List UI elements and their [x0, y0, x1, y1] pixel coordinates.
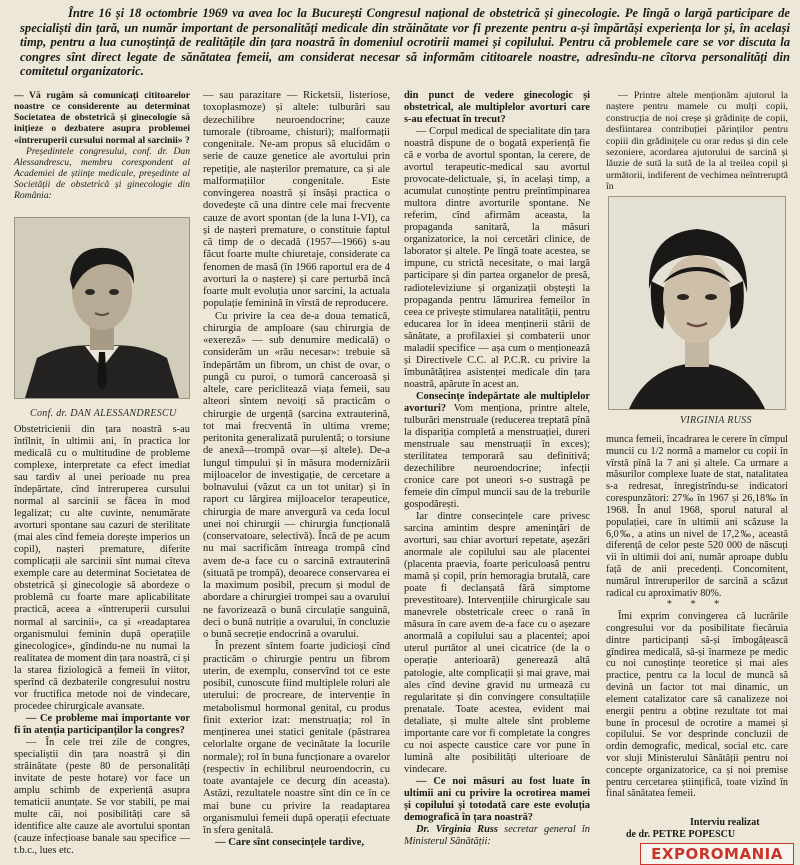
photo-1-caption: Conf. dr. DAN ALESSANDRESCU — [30, 408, 177, 419]
question-3-start: — Care sînt consecințele tardive, — [215, 837, 364, 849]
column-2 — [203, 90, 390, 850]
column-1-top — [14, 90, 190, 202]
answer-2: — În cele trei zile de congres, specialiștii din țara noastră și din străinătate (peste 80 de personalități invitate de peste hotare) vor face un amplu schimb de experiență asupra tematicii anunțate. Se vor stabili, pe mai multe căi, noi posibilități care să identifice alte cauze ale avortului spontan (cauze infecțioase banale sau specifice — t.b.c., lues etc. — [14, 736, 190, 857]
interview-credit-name: de dr. PETRE POPESCU — [626, 829, 736, 840]
surgery-paragraph: Cu privire la cea de-a doua tematică, chirurgia de amploare (sau chirurgia de «exereză» — sub denumire medicală) o considerăm un «rău necesar»: trebuie să îndepărtăm un fibrom, un chist de ovar, o pungă cu puroi, o tumoră canceroasă și altele, care periclitează viața femeii, sau alteori sîntem nevoiți să practicăm o chirurgie de urgență (sarcina extrauterină, tot mai frecventă în ultima vreme; peritonita generalizată purulentă; o torsiune de anexă—trompă ovar—și altele). De-a lungul timpului și în măsura modernizării mijloacelor de investigație, de cercetare a bolnavului (văzut ca un tot unitar) și în raport cu lărgirea mijloacelor terapeutice, chirurgia de mare anvergură va ceda locul unei noi chirurgii — chirurgia funcțională (conservatoare, selectivă). Încă de pe acum nu mai sacrificăm întreaga trompă cînd avem de-a face cu o sarcină extrauterină (situată pe trompă), deoarece conservarea ei la maximum posibil, precum și modul de abordare a chirurgiei trompei sau a ovarului ne favorizează o bună circulație sanguină, deci o bună nutriție a ovarului, în concluzie o bună secreție endocrină a ovarului. — [203, 310, 390, 640]
answer-2-continued: — sau parazitare — Ricketsii, listeriose, toxoplasmoze) și altele: tulburări sau dezechilibre neuroendocrine; cauze tumorale (tibroame, chisturi); malformații congenitale. Ne-am propus să elucidăm o serie de cauze genetice ale avortului prin repetiție, ale nașterilor premature, ca și ale malformațiilor congenitale. Este convingerea noastră și însăși practica o dovedește că una dintre cele mai frecvente cauze de avort spontan (de la luna I-VI), ca și de nașteri premature, o constituie faptul că timp de o decadă (1957—1966) s-au făcut foarte multe chiuretaje, considerate ca fenomen de masă (în 1966 raportul era de 4 avorturi la o naștere) și care perturbă încă foarte mult evoluția unor sarcini, la actuala populație feminină în vîrstă de reproducere. — [203, 90, 390, 310]
column-4-top — [606, 90, 788, 192]
portrait-alessandrescu — [14, 217, 190, 399]
answer-4: — Printre altele menționăm ajutorul la naștere pentru mamele cu mulți copii, construcția de noi creșe și grădinițe de copii, desfiintarea contribuției părinților pentru copiii din grădinițele cu orar redus și din cele sezoniere, acordarea ajutorului de sarcină și lăuzie de sută la sută de la al treilea copil și următorii, indiferent de vechimea neîntreruptă în — [606, 90, 788, 192]
question-2: — Ce probleme mai importante vor fi în atenția participanților la congres? — [14, 712, 190, 736]
consequences-text: Vom menționa, printre altele, tulburări menstruale (reducerea treptată pînă la dispariția completă a menstruației, dureri menstruale sau menstruații în exces); sterilitatea temporară sau definitivă; dezechilibre neuroendocrine; infecții cronice care pot uneori s-o sustragă pe femeie din cîmpul muncii sau de la treburile gospodărești. — [404, 402, 590, 511]
question-4: — Ce noi măsuri au fost luate în ultimii ani cu privire la ocrotirea mamei și copilului și totodată care este evoluția demografică în țara noastră? — [404, 775, 590, 823]
question-1: — Vă rugăm să comunicați cititoarelor noastre ce considerente au determinat Societatea de obstetrică și ginecologie să inițieze o dezbatere asupra problemei «întreruperii cursului normal al sarcinii» ? — [14, 90, 190, 146]
subheading-consequences: Consecințe îndepărtate ale multiplelor avorturi? — [404, 390, 590, 414]
watermark-logo: EXPOROMANIA — [640, 843, 794, 865]
presenter-intro: Președintele congresului, conf. dr. Dan Alessandrescu, membru corespondent al Academiei de științe medicale, președinte al Societății de obstetrică și ginecologie din România: — [14, 145, 190, 202]
column-3 — [404, 90, 590, 848]
answer-1: Obstetricienii din țara noastră s-au întîlnit, în ultimii ani, în practica lor medicală cu o multitudine de probleme complexe, interpretate ca efect imediat sau tardiv al unei perioade nu prea îndepărtate, cînd întreruperea cursului normal al sarcinii se făcea în mod legalizat; cu alte cuvinte, nenumărate avorturi spontane sau cazuri de sterilitate (mai ales cînd femeia dorește imperios un copil), nașteri premature, diferite complicații ale sarcinii sînt numai cîteva exemple care au determinat Societatea de obstetrică și ginecologie să abordeze o problemă cu foarte mare aplicabilitate practică, aceea a «întreruperii cursului normal al sarcinii», ca și «readaptarea organismului feminin după operațiile ginecologice», gîndindu-ne nu numai la realitatea de moment din țara noastră, ci și la starea fiziologică a femeii în viitor, sperînd că dezbaterile congresului nostru vor fructifica metode noi de vindecare, procedee chirurgicale avansate. — [14, 424, 190, 712]
woman-portrait-icon — [609, 197, 785, 409]
closing-paragraph: Îmi exprim convingerea că lucrările congresului vor da posibilitate fiecăruia dintre participanți să-și îmbogățească gîndirea medicală, să-și înarmeze pe medic cu noi cunoștințe teoretice și mai ales practice, pentru ca la locul de muncă să devină un factor tot mai dinamic, un element catalizator care să canalizeze noi energii pentru a obține rezultate tot mai bune în procesul de ocrotire a mamei și copilului. Se vor desprinde concluzii de ordin demografic, medical, social etc. care vor sluji Ministerului Sănătății pentru noi concepte organizatorice, ca și noi premise pentru cercetarea științifică, toate vizînd în final sănătatea femeii. — [606, 611, 788, 800]
present-paragraph: În prezent sîntem foarte judicioși cînd practicăm o chirurgie pentru un fibrom uterin, de exemplu, conservînd tot ce este posibil, cunoscute fiind multiplele roluri ale uterului: de procreare, de intervenție în metabolismul hormonal genital, cu produs finit exterior izat: menstruația; rol în menținerea unei statici genitale (păstrarea celorlalte organe de vecinătate la locurile normale); rol în buna funcționare a ovarelor (respectiv în echilibrul neuroendocrin, cu toate avantajele ce decurg din aceasta). Astăzi, rezultatele noastre sînt din ce în ce mai bune cu privire la readaptarea organismului femeii după operații efectuate în sfera genitală. — [203, 641, 390, 836]
question-3-end: din punct de vedere ginecologic și obstetrical, ale multiplelor avorturi care s-au efectuat în trecut? — [404, 90, 590, 126]
answer-4-continued: munca femeii, încadrarea le cerere în cîmpul muncii cu 1/2 normă a mamelor cu copii în vîrstă pînă la 7 ani și altele. Ca urmare a măsurilor complexe luate de stat, natalitatea s-a redresat, înregistrîndu-se indicatori corespunzători: 27‰ în 1967 și 26,18‰ în 1968. În anul 1968, sporul natural al populației, care în ultimii ani scăzuse la 6,0‰, a atins un nivel de 17,2‰, această diferență de celor peste 520 000 de născuți vii în ultimii doi ani, număr aproape dublu față de anii precedenți. Concomitent, numărul întreruperilor de sarcină a scăzut radical cu aproximativ 80%. — [606, 434, 788, 599]
pregnancy-consequences: Iar dintre consecințele care privesc sarcina amintim despre ameninţări de avorturi, sau chiar avorturi repetate, așezări anormale ale copilului sau ale placentei (placenta praevia, foarte periculoasă pentru mamă și copil, prin hemoragia brutală, care poate fi declanșată fără simptome prevestitoare). Intervențiile chirurgicale sau manevrele obstetricale creec o rană în măsura în care avem de-a face cu o așezare anormală a copilului sau a placentei; apoi uterul purtător al unei cicatrice (de la o operație anterioară) generează altă patologie, alte complicații și mai grave, mai ales cînd devine gravid nu urmează cu regularitate și din convingere consultațiile prenatale. Toate acestea, evident mai detaliate, și multe altele sînt probleme importante care vor fi completate la congres cu noi aspecte caustice care vor pune în lumină alte posibilități ulterioare de vindecare. — [404, 511, 590, 775]
answer-3: — Corpul medical de specialitate din țara noastră dispune de o bogată experiență fie că e vorba de avortul spontan, la cerere, de avortul terapeutic-medical sau avortul provocate-delictuale, și, în același timp, a acumulat cunoștințe pentru preîntîmpinarea multora dintre avorturile spontane. Ne referim, cînd afirmăm aceasta, la propaganda sanitară, la măsuri organizatorice, la noi cercetări clinice, de laborator și altele. Pe lîngă toate acestea, se impune, cu strictă necesitate, o mai largă participare și din partea organelor de presă, radioteleviziune și organizații obștești la propaganda pentru lămurirea femeilor în ceea ce privește stimularea natalității, pentru educarea lor în ideea menținerii stării de sănătate, a profilaxiei și combaterii unor maladii specifice — așa cum o menționează și Directivele C.C. al P.C.R. cu privire la îmbunătățirea asistenței medicale din țara noastră, apărute în acest an. — [404, 126, 590, 390]
man-portrait-icon — [15, 218, 189, 398]
respondent-role: secretar general în Ministerul Sănătății: — [404, 823, 590, 847]
portrait-virginia-russ — [608, 196, 786, 410]
interview-credit-label: Interviu realizat — [690, 817, 760, 828]
photo-2-caption: VIRGINIA RUSS — [680, 415, 752, 426]
column-1-bottom — [14, 424, 190, 857]
column-4-bottom — [606, 434, 788, 800]
section-divider: * * * — [666, 599, 728, 611]
intro-paragraph: Între 16 și 18 octombrie 1969 va avea loc la București Congresul național de obstetrică și ginecologie. Pe lîngă o largă participare de specialiști din țară, un număr important de personalități medicale din străinătate vor fi prezente pentru a-și împărtăși experiența lor și, în același timp, pentru a lua cunoștință de realitățile din țara noastră în domeniul ocrotirii mamei și copilului. Pentru că problemele care se vor discuta la congres sînt direct legate de sănătatea femeii, am considerat necesar să informăm cititoarele noastre, adresîndu-ne cîtorva personalități din comitetul organizatoric. — [20, 6, 790, 79]
respondent-name: Dr. Virginia Russ — [416, 823, 498, 835]
